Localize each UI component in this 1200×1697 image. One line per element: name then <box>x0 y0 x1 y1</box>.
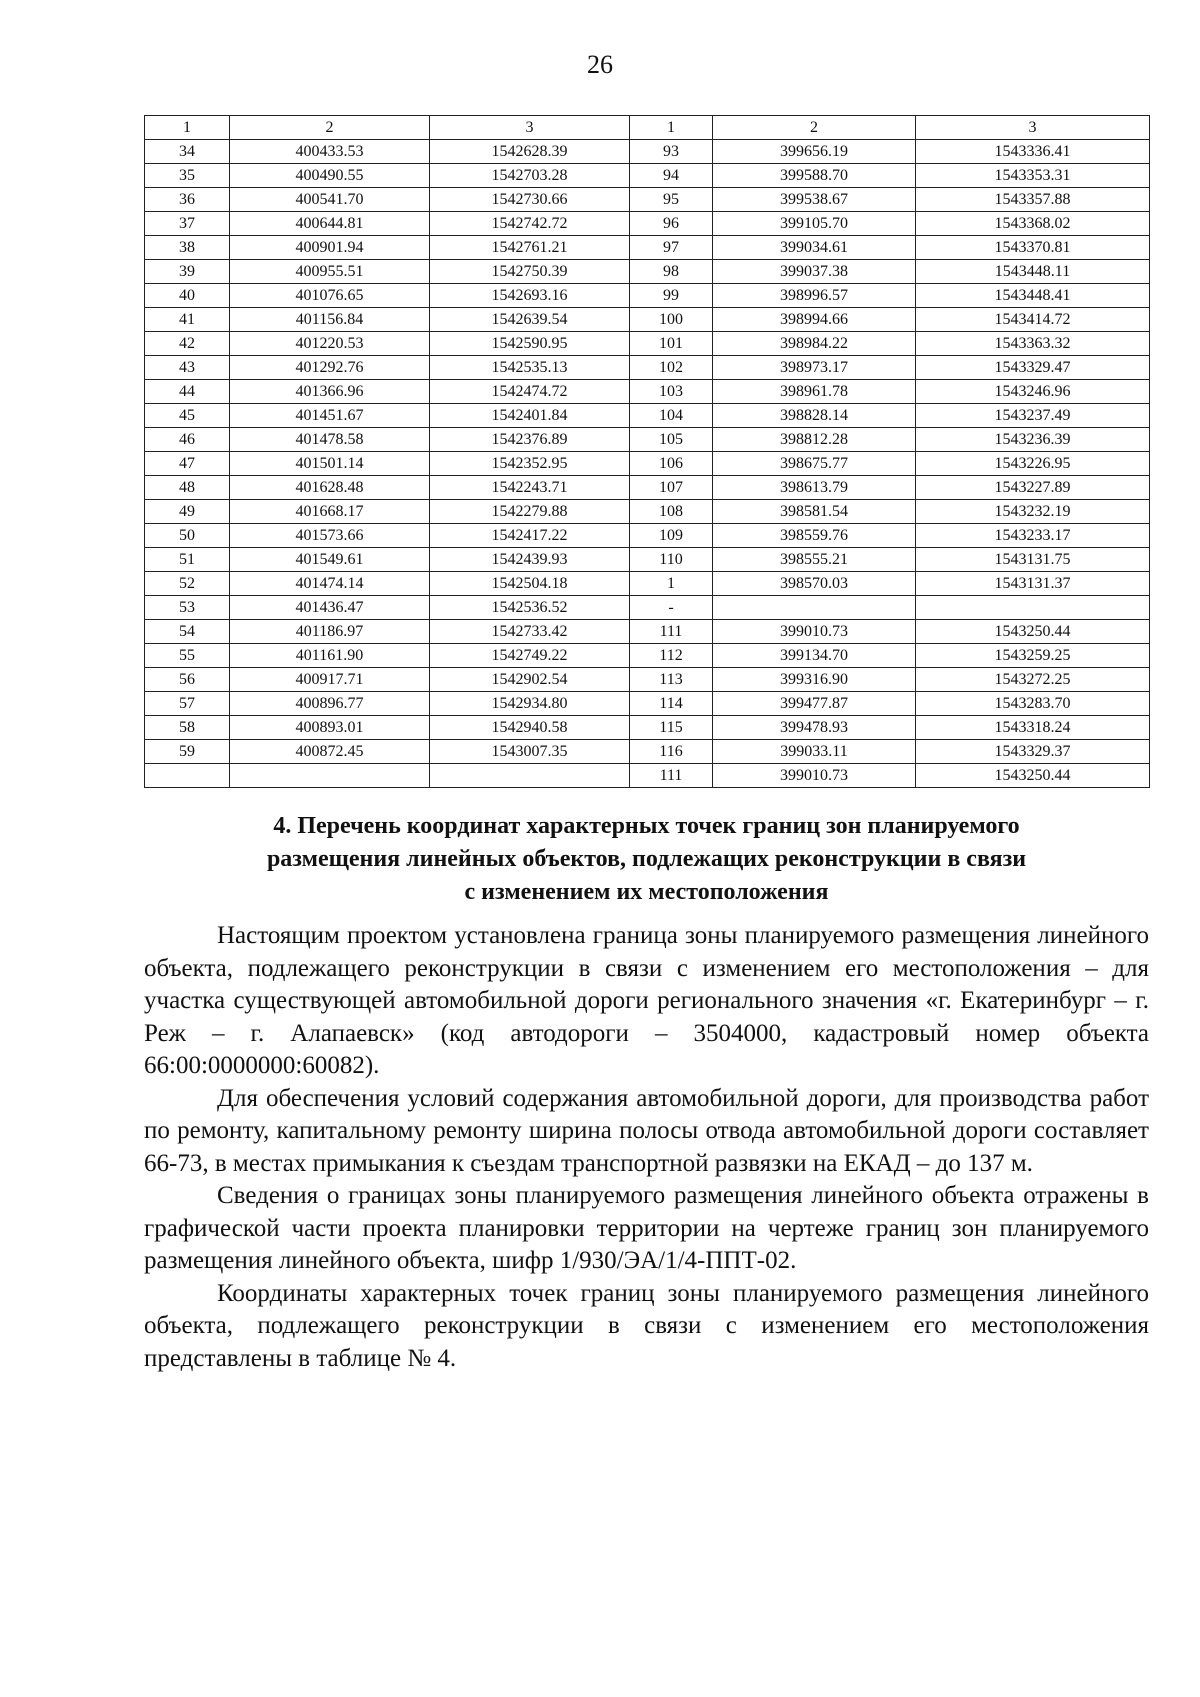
table-cell: 399656.19 <box>713 140 916 164</box>
table-cell: 398555.21 <box>713 548 916 572</box>
table-cell: 1543272.25 <box>916 668 1150 692</box>
table-cell: 1542535.13 <box>430 356 630 380</box>
table-cell: 401292.76 <box>230 356 430 380</box>
table-cell: 104 <box>630 404 713 428</box>
table-cell: 95 <box>630 188 713 212</box>
table-cell: 401076.65 <box>230 284 430 308</box>
table-cell: 1543368.02 <box>916 212 1150 236</box>
table-cell: 110 <box>630 548 713 572</box>
table-row <box>145 668 1150 692</box>
table-cell: 401549.61 <box>230 548 430 572</box>
table-cell: 1543246.96 <box>916 380 1150 404</box>
table-cell: 399134.70 <box>713 644 916 668</box>
table-cell: 43 <box>145 356 230 380</box>
table-row <box>145 164 1150 188</box>
table-cell: 401220.53 <box>230 332 430 356</box>
header-cell: 3 <box>916 116 1150 140</box>
table-cell: 53 <box>145 596 230 620</box>
table-cell: 401451.67 <box>230 404 430 428</box>
table-row <box>145 140 1150 164</box>
table-cell: 100 <box>630 308 713 332</box>
table-cell: 400541.70 <box>230 188 430 212</box>
table-cell: 398812.28 <box>713 428 916 452</box>
table-cell: 38 <box>145 236 230 260</box>
table-cell: 401628.48 <box>230 476 430 500</box>
table-cell: 401436.47 <box>230 596 430 620</box>
table-cell: 401161.90 <box>230 644 430 668</box>
table-cell: 1542279.88 <box>430 500 630 524</box>
table-cell: 1542742.72 <box>430 212 630 236</box>
table-cell: 113 <box>630 668 713 692</box>
heading-line: с изменением их местоположения <box>464 879 829 905</box>
table-row <box>145 236 1150 260</box>
table-row <box>145 260 1150 284</box>
table-cell: 400893.01 <box>230 716 430 740</box>
table-cell: 1543007.35 <box>430 740 630 764</box>
table-cell: 398973.17 <box>713 356 916 380</box>
table-cell: 50 <box>145 524 230 548</box>
table-row <box>145 716 1150 740</box>
table-cell: 45 <box>145 404 230 428</box>
header-cell: 1 <box>145 116 230 140</box>
table-cell: 398984.22 <box>713 332 916 356</box>
table-cell <box>916 596 1150 620</box>
table-cell: 1543226.95 <box>916 452 1150 476</box>
table-cell: 48 <box>145 476 230 500</box>
table-cell: 1543318.24 <box>916 716 1150 740</box>
table-cell: 1543448.11 <box>916 260 1150 284</box>
table-cell: 401186.97 <box>230 620 430 644</box>
header-cell: 2 <box>713 116 916 140</box>
table-cell: 106 <box>630 452 713 476</box>
table-cell: 97 <box>630 236 713 260</box>
paragraph: Для обеспечения условий содержания автомобильной дороги, для производства работ по ремонту, капитальному ремонту ширина полосы отвода автомобильной дороги составляет 66-73, в местах примыкания к съездам транспортной развязки на ЕКАД – до 137 м. <box>144 1084 1149 1177</box>
table-cell: 46 <box>145 428 230 452</box>
table-cell: 102 <box>630 356 713 380</box>
table-cell: 399477.87 <box>713 692 916 716</box>
table-cell: 1543353.31 <box>916 164 1150 188</box>
table-cell: 1542934.80 <box>430 692 630 716</box>
table-cell: 1542639.54 <box>430 308 630 332</box>
table-cell: 1543233.17 <box>916 524 1150 548</box>
table-cell: 1543131.75 <box>916 548 1150 572</box>
table-body <box>145 140 1150 788</box>
table-cell: 58 <box>145 716 230 740</box>
table-row <box>145 596 1150 620</box>
table-row <box>145 740 1150 764</box>
table-row <box>145 212 1150 236</box>
coordinates-table <box>144 115 1150 788</box>
table-cell: 398613.79 <box>713 476 916 500</box>
paragraph: Настоящим проектом установлена граница зоны планируемого размещения линейного объекта, подлежащего реконструкции в связи с изменением его местоположения – для участка существующей автомобильной дороги регионального значения «г. Екатеринбург – г. Реж – г. Алапаевск» (код автодороги – 3504000, кадастровый номер объекта 66:00:0000000:60082). <box>144 922 1149 1079</box>
table-row <box>145 620 1150 644</box>
paragraph: Координаты характерных точек границ зоны планируемого размещения линейного объекта, подлежащего реконструкции в связи с изменением его местоположения представлены в таблице № 4. <box>144 1279 1149 1372</box>
table-cell: 1542730.66 <box>430 188 630 212</box>
table-cell: 1543236.39 <box>916 428 1150 452</box>
table-cell: 1543363.32 <box>916 332 1150 356</box>
table-cell: 1542940.58 <box>430 716 630 740</box>
table-cell: 398570.03 <box>713 572 916 596</box>
table-cell: 398961.78 <box>713 380 916 404</box>
header-cell: 1 <box>630 116 713 140</box>
table-cell: 112 <box>630 644 713 668</box>
table-cell: 399034.61 <box>713 236 916 260</box>
table-cell: 1543357.88 <box>916 188 1150 212</box>
table-cell: 34 <box>145 140 230 164</box>
table-cell: 401366.96 <box>230 380 430 404</box>
table-cell: 1543283.70 <box>916 692 1150 716</box>
table-cell <box>230 764 430 788</box>
table-cell: 56 <box>145 668 230 692</box>
table-row <box>145 284 1150 308</box>
table-cell: 1542352.95 <box>430 452 630 476</box>
table-row <box>145 644 1150 668</box>
table-cell: 57 <box>145 692 230 716</box>
table-cell: 1543232.19 <box>916 500 1150 524</box>
table-cell: 96 <box>630 212 713 236</box>
heading-line: размещения линейных объектов, подлежащих реконструкции в связи <box>266 846 1027 872</box>
table-cell: 1542243.71 <box>430 476 630 500</box>
table-cell: 399105.70 <box>713 212 916 236</box>
table-row <box>145 524 1150 548</box>
table-cell: 36 <box>145 188 230 212</box>
table-cell: 41 <box>145 308 230 332</box>
table-cell: 52 <box>145 572 230 596</box>
table-cell: 1542703.28 <box>430 164 630 188</box>
table-cell: 1 <box>630 572 713 596</box>
table-cell: 401474.14 <box>230 572 430 596</box>
table-row <box>145 188 1150 212</box>
paragraph: Сведения о границах зоны планируемого размещения линейного объекта отражены в графической части проекта планировки территории на чертеже границ зон планируемого размещения линейного объекта, шифр 1/930/ЭА/1/4-ППТ-02. <box>144 1182 1149 1274</box>
table-cell: 398559.76 <box>713 524 916 548</box>
table-cell: 111 <box>630 620 713 644</box>
table-cell: 400896.77 <box>230 692 430 716</box>
table-cell: 1543259.25 <box>916 644 1150 668</box>
table-cell: 1542401.84 <box>430 404 630 428</box>
table-cell: 47 <box>145 452 230 476</box>
table-row <box>145 476 1150 500</box>
table-row <box>145 404 1150 428</box>
table-cell: 400433.53 <box>230 140 430 164</box>
table-cell: 94 <box>630 164 713 188</box>
table-cell: 401573.66 <box>230 524 430 548</box>
table-cell: 399037.38 <box>713 260 916 284</box>
table-cell: 101 <box>630 332 713 356</box>
heading-line: 4. Перечень координат характерных точек границ зон планируемого <box>273 813 1020 839</box>
table-cell: 40 <box>145 284 230 308</box>
table-cell: 98 <box>630 260 713 284</box>
table-cell: 1542628.39 <box>430 140 630 164</box>
table-cell: 1542536.52 <box>430 596 630 620</box>
table-cell: 398994.66 <box>713 308 916 332</box>
table-cell: 1542376.89 <box>430 428 630 452</box>
table-row <box>145 452 1150 476</box>
table-cell: 1543237.49 <box>916 404 1150 428</box>
table-cell: 54 <box>145 620 230 644</box>
table-cell: 1542590.95 <box>430 332 630 356</box>
table-cell: 398675.77 <box>713 452 916 476</box>
table-header-row <box>145 116 1150 140</box>
table-cell <box>713 596 916 620</box>
table-cell: 1543448.41 <box>916 284 1150 308</box>
table-cell: 39 <box>145 260 230 284</box>
table-cell: 398828.14 <box>713 404 916 428</box>
table-cell: 37 <box>145 212 230 236</box>
table-cell: 55 <box>145 644 230 668</box>
table-cell: 401668.17 <box>230 500 430 524</box>
table-cell: 111 <box>630 764 713 788</box>
table-row <box>145 548 1150 572</box>
table-cell: 401501.14 <box>230 452 430 476</box>
table-cell: 1543329.47 <box>916 356 1150 380</box>
table-cell: 1543329.37 <box>916 740 1150 764</box>
page-number: 26 <box>587 50 613 79</box>
table-cell: 1543414.72 <box>916 308 1150 332</box>
table-cell: 399478.93 <box>713 716 916 740</box>
table-cell: 400901.94 <box>230 236 430 260</box>
table-cell: 1542439.93 <box>430 548 630 572</box>
table-cell: 399538.67 <box>713 188 916 212</box>
table-row <box>145 332 1150 356</box>
table-cell: 399316.90 <box>713 668 916 692</box>
table-cell: 93 <box>630 140 713 164</box>
table-cell: 1543336.41 <box>916 140 1150 164</box>
body-text <box>144 920 1149 1375</box>
table-cell <box>145 764 230 788</box>
table-cell: 1542902.54 <box>430 668 630 692</box>
table-cell: 400644.81 <box>230 212 430 236</box>
table-cell: 1542733.42 <box>430 620 630 644</box>
table-cell: 114 <box>630 692 713 716</box>
section-heading <box>144 810 1149 909</box>
table-cell: 400917.71 <box>230 668 430 692</box>
table-cell: 115 <box>630 716 713 740</box>
table-cell: 108 <box>630 500 713 524</box>
table-cell: 35 <box>145 164 230 188</box>
table-cell: 109 <box>630 524 713 548</box>
table-cell: 44 <box>145 380 230 404</box>
table-cell: 105 <box>630 428 713 452</box>
table-cell: 1543131.37 <box>916 572 1150 596</box>
header-cell: 3 <box>430 116 630 140</box>
table-row <box>145 356 1150 380</box>
table-cell: 401156.84 <box>230 308 430 332</box>
table-cell: 400490.55 <box>230 164 430 188</box>
table-cell: 1543250.44 <box>916 764 1150 788</box>
table-cell: 1542761.21 <box>430 236 630 260</box>
table-cell: 107 <box>630 476 713 500</box>
table-cell: 1542693.16 <box>430 284 630 308</box>
table-cell: - <box>630 596 713 620</box>
table-cell <box>430 764 630 788</box>
table-cell: 399588.70 <box>713 164 916 188</box>
table-cell: 399010.73 <box>713 764 916 788</box>
table-cell: 1542504.18 <box>430 572 630 596</box>
table-row <box>145 764 1150 788</box>
table-row <box>145 428 1150 452</box>
table-cell: 116 <box>630 740 713 764</box>
table-cell: 1543227.89 <box>916 476 1150 500</box>
table-cell: 1542750.39 <box>430 260 630 284</box>
table-cell: 1542417.22 <box>430 524 630 548</box>
table-cell: 103 <box>630 380 713 404</box>
table-cell: 59 <box>145 740 230 764</box>
table-cell: 49 <box>145 500 230 524</box>
table-cell: 1542474.72 <box>430 380 630 404</box>
table-cell: 398581.54 <box>713 500 916 524</box>
table-row <box>145 308 1150 332</box>
table-cell: 399033.11 <box>713 740 916 764</box>
table-row <box>145 500 1150 524</box>
table-cell: 1543370.81 <box>916 236 1150 260</box>
table-row <box>145 572 1150 596</box>
table-cell: 399010.73 <box>713 620 916 644</box>
table-row <box>145 380 1150 404</box>
table-cell: 99 <box>630 284 713 308</box>
header-cell: 2 <box>230 116 430 140</box>
table-cell: 1542749.22 <box>430 644 630 668</box>
table-cell: 51 <box>145 548 230 572</box>
table-cell: 401478.58 <box>230 428 430 452</box>
table-cell: 400955.51 <box>230 260 430 284</box>
table-cell: 398996.57 <box>713 284 916 308</box>
table-cell: 1543250.44 <box>916 620 1150 644</box>
table-cell: 42 <box>145 332 230 356</box>
table-cell: 400872.45 <box>230 740 430 764</box>
table-row <box>145 692 1150 716</box>
